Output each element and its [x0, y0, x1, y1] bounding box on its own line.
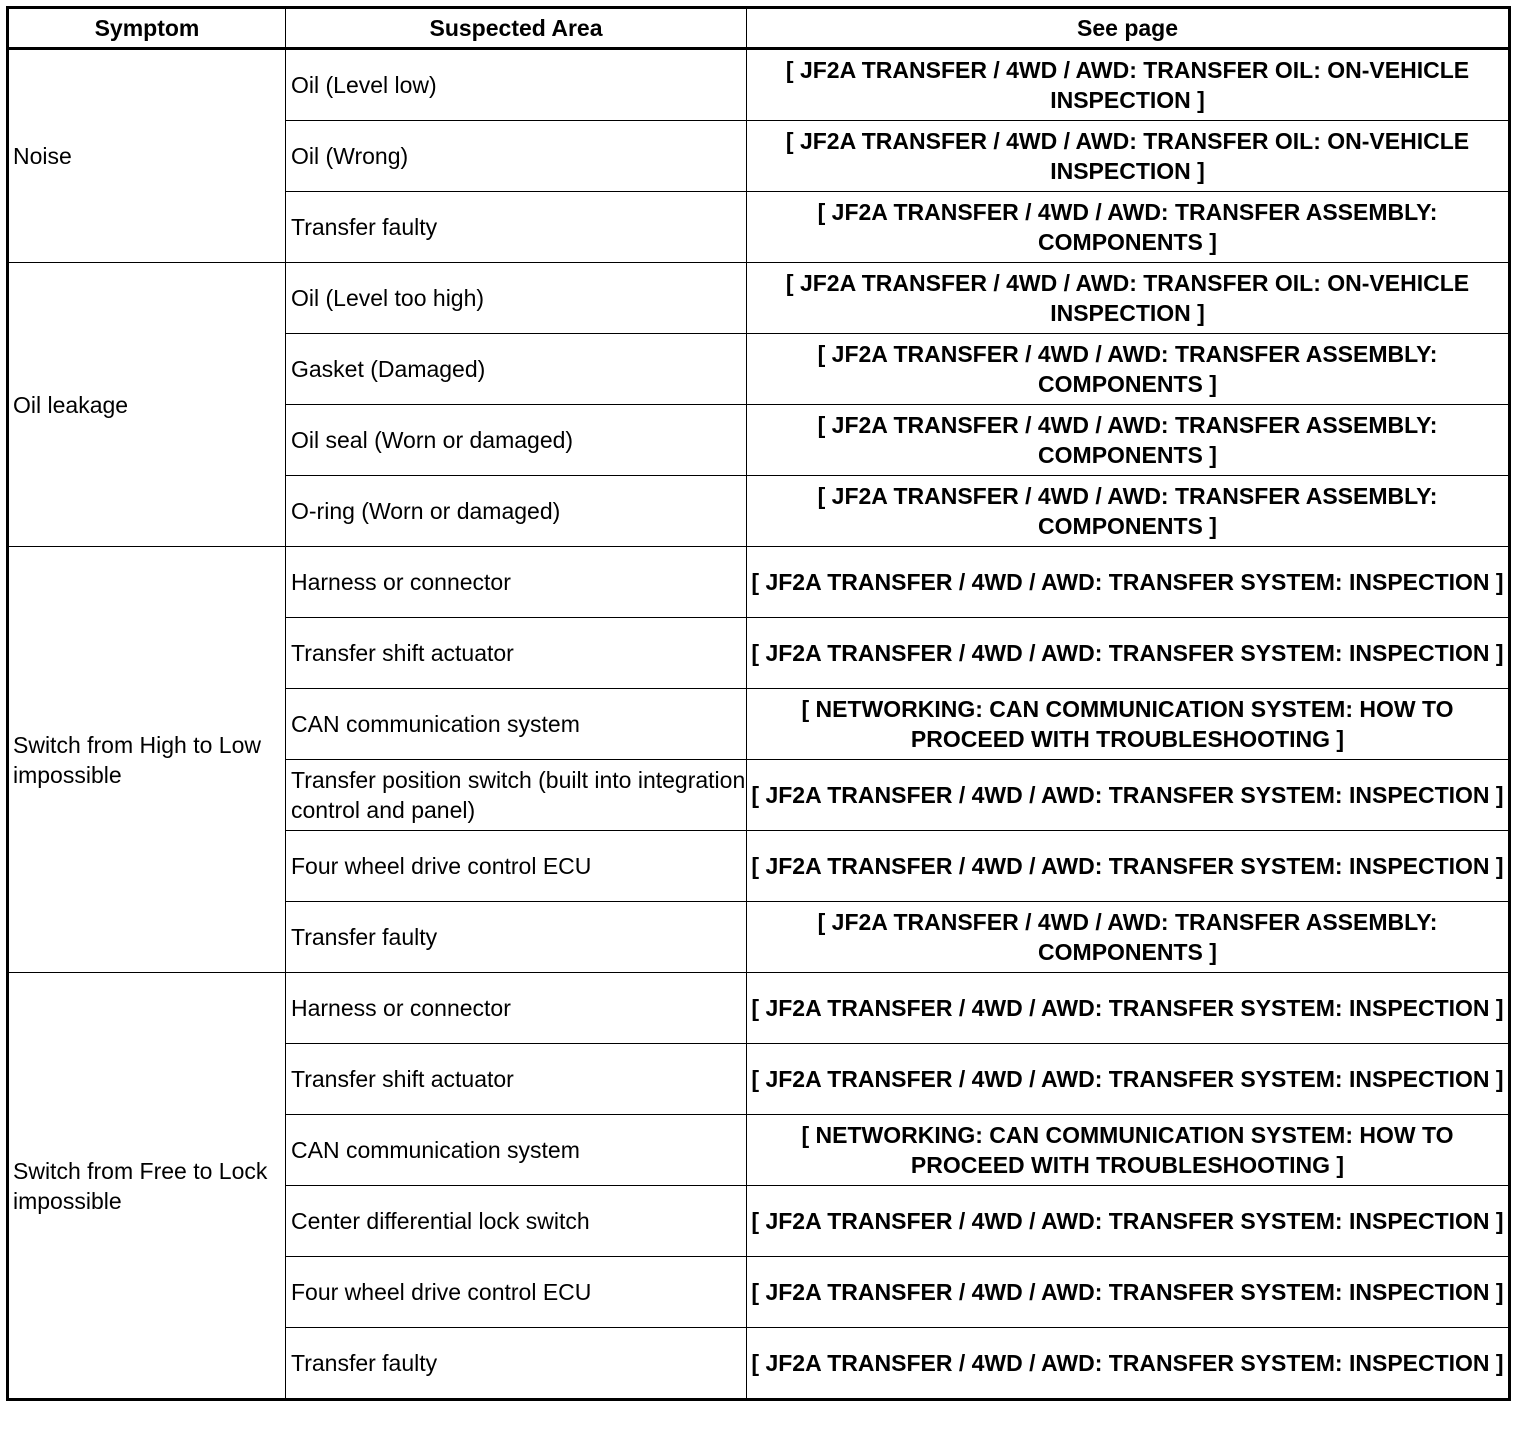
table-row — [8, 263, 1510, 334]
suspected-area-cell: O-ring (Worn or damaged) — [286, 476, 747, 547]
see-page-link[interactable]: [ JF2A TRANSFER / 4WD / AWD: TRANSFER OIL: ON-VEHICLE INSPECTION ] — [747, 263, 1510, 334]
suspected-area-cell: Transfer shift actuator — [286, 618, 747, 689]
symptom-cell: Noise — [8, 49, 286, 263]
suspected-area-cell: Oil (Level low) — [286, 49, 747, 121]
suspected-area-cell: Gasket (Damaged) — [286, 334, 747, 405]
header-suspected-area: Suspected Area — [286, 8, 747, 49]
suspected-area-cell: Transfer position switch (built into integration control and panel) — [286, 760, 747, 831]
table-row — [8, 547, 1510, 618]
see-page-link[interactable]: [ JF2A TRANSFER / 4WD / AWD: TRANSFER SYSTEM: INSPECTION ] — [747, 1044, 1510, 1115]
suspected-area-cell: Harness or connector — [286, 547, 747, 618]
see-page-link[interactable]: [ JF2A TRANSFER / 4WD / AWD: TRANSFER SYSTEM: INSPECTION ] — [747, 1186, 1510, 1257]
see-page-link[interactable]: [ NETWORKING: CAN COMMUNICATION SYSTEM: HOW TO PROCEED WITH TROUBLESHOOTING ] — [747, 689, 1510, 760]
suspected-area-cell: Four wheel drive control ECU — [286, 1257, 747, 1328]
symptom-cell: Switch from High to Low impossible — [8, 547, 286, 973]
see-page-link[interactable]: [ JF2A TRANSFER / 4WD / AWD: TRANSFER SYSTEM: INSPECTION ] — [747, 831, 1510, 902]
suspected-area-cell: Transfer faulty — [286, 902, 747, 973]
problem-symptoms-table — [6, 6, 1511, 1401]
suspected-area-cell: Four wheel drive control ECU — [286, 831, 747, 902]
suspected-area-cell: Transfer faulty — [286, 1328, 747, 1400]
suspected-area-cell: Center differential lock switch — [286, 1186, 747, 1257]
see-page-link[interactable]: [ JF2A TRANSFER / 4WD / AWD: TRANSFER ASSEMBLY: COMPONENTS ] — [747, 405, 1510, 476]
see-page-link[interactable]: [ JF2A TRANSFER / 4WD / AWD: TRANSFER SYSTEM: INSPECTION ] — [747, 1328, 1510, 1400]
suspected-area-cell: Oil (Level too high) — [286, 263, 747, 334]
header-row — [8, 8, 1510, 49]
suspected-area-cell: Transfer shift actuator — [286, 1044, 747, 1115]
symptom-cell: Switch from Free to Lock impossible — [8, 973, 286, 1400]
see-page-link[interactable]: [ JF2A TRANSFER / 4WD / AWD: TRANSFER SYSTEM: INSPECTION ] — [747, 760, 1510, 831]
see-page-link[interactable]: [ JF2A TRANSFER / 4WD / AWD: TRANSFER ASSEMBLY: COMPONENTS ] — [747, 476, 1510, 547]
suspected-area-cell: Oil seal (Worn or damaged) — [286, 405, 747, 476]
suspected-area-cell: CAN communication system — [286, 1115, 747, 1186]
see-page-link[interactable]: [ NETWORKING: CAN COMMUNICATION SYSTEM: HOW TO PROCEED WITH TROUBLESHOOTING ] — [747, 1115, 1510, 1186]
header-symptom: Symptom — [8, 8, 286, 49]
suspected-area-cell: Harness or connector — [286, 973, 747, 1044]
suspected-area-cell: Oil (Wrong) — [286, 121, 747, 192]
see-page-link[interactable]: [ JF2A TRANSFER / 4WD / AWD: TRANSFER ASSEMBLY: COMPONENTS ] — [747, 334, 1510, 405]
see-page-link[interactable]: [ JF2A TRANSFER / 4WD / AWD: TRANSFER SYSTEM: INSPECTION ] — [747, 1257, 1510, 1328]
suspected-area-cell: Transfer faulty — [286, 192, 747, 263]
see-page-link[interactable]: [ JF2A TRANSFER / 4WD / AWD: TRANSFER SYSTEM: INSPECTION ] — [747, 618, 1510, 689]
header-see-page: See page — [747, 8, 1510, 49]
symptom-cell: Oil leakage — [8, 263, 286, 547]
see-page-link[interactable]: [ JF2A TRANSFER / 4WD / AWD: TRANSFER SYSTEM: INSPECTION ] — [747, 973, 1510, 1044]
suspected-area-cell: CAN communication system — [286, 689, 747, 760]
see-page-link[interactable]: [ JF2A TRANSFER / 4WD / AWD: TRANSFER ASSEMBLY: COMPONENTS ] — [747, 192, 1510, 263]
see-page-link[interactable]: [ JF2A TRANSFER / 4WD / AWD: TRANSFER OIL: ON-VEHICLE INSPECTION ] — [747, 49, 1510, 121]
see-page-link[interactable]: [ JF2A TRANSFER / 4WD / AWD: TRANSFER SYSTEM: INSPECTION ] — [747, 547, 1510, 618]
see-page-link[interactable]: [ JF2A TRANSFER / 4WD / AWD: TRANSFER ASSEMBLY: COMPONENTS ] — [747, 902, 1510, 973]
table-header — [8, 8, 1510, 49]
table-body — [8, 49, 1510, 1400]
table-row — [8, 49, 1510, 121]
see-page-link[interactable]: [ JF2A TRANSFER / 4WD / AWD: TRANSFER OIL: ON-VEHICLE INSPECTION ] — [747, 121, 1510, 192]
table-row — [8, 973, 1510, 1044]
